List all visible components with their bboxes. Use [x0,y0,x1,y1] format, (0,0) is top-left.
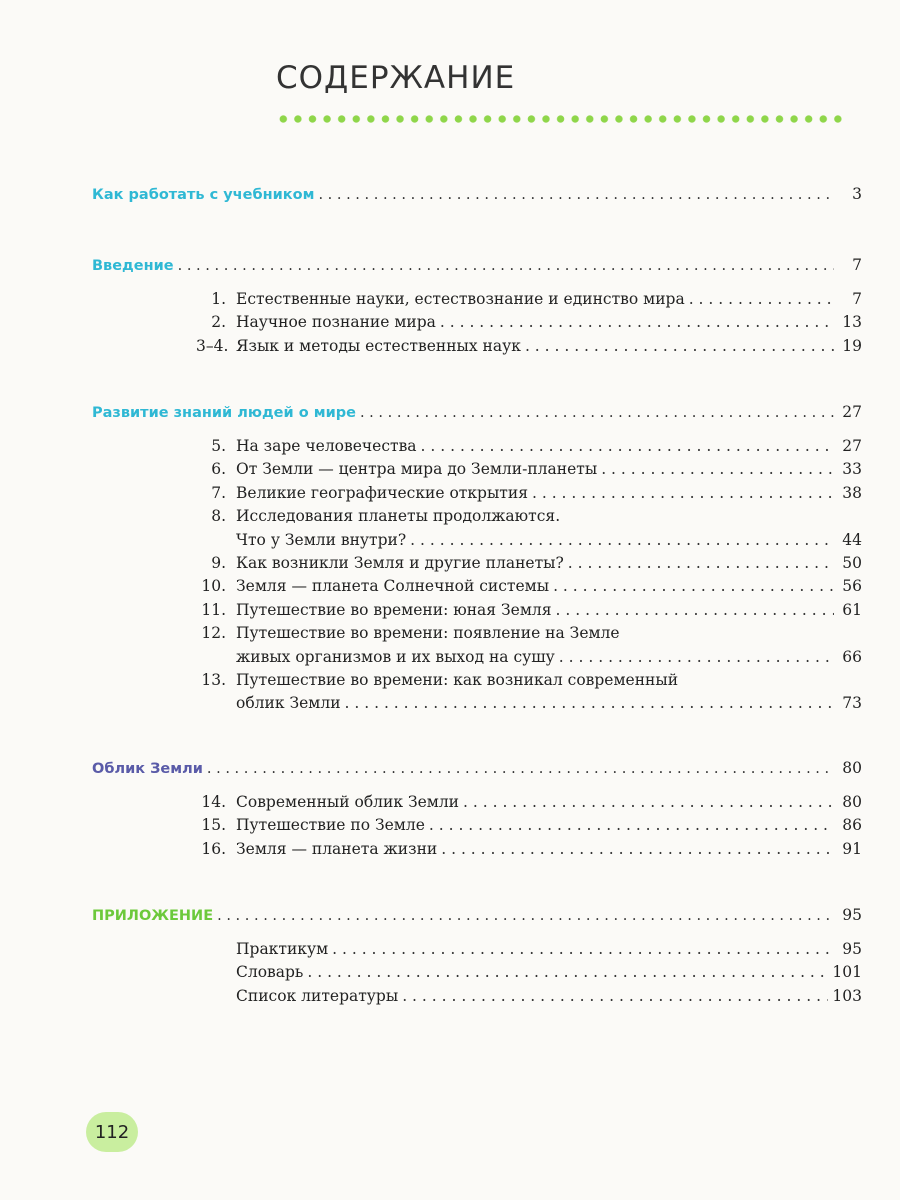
item-page-number: 27 [842,437,862,455]
item-number: 12. [201,624,226,643]
toc-section-how-to[interactable] [92,184,862,206]
item-page-number: 73 [842,694,862,713]
item-number: 11. [201,600,226,619]
section-page-number: 3 [852,185,862,203]
item-page-number: 86 [842,816,862,835]
item-number: 9. [211,554,226,572]
item-title: Как возникли Земля и другие планеты? [236,554,564,572]
toc-item[interactable] [196,553,862,574]
page-number-badge: 112 [86,1112,138,1152]
item-title: Земля — планета Солнечной системы [236,577,550,596]
item-number: 10. [201,577,226,596]
dot-leader [207,759,834,780]
dot-leader [556,600,834,621]
section-title: Как работать с учебником [92,187,315,203]
toc-item[interactable] [196,986,862,1007]
toc-item-line [201,670,679,691]
toc-item[interactable] [196,530,862,551]
item-page-number: 33 [842,460,862,479]
item-title: Путешествие во времени: юная Земля [236,600,552,619]
item-title: Современный облик Земли [236,793,460,811]
dot-leader [440,312,834,333]
toc-item-line [201,623,620,644]
section-title: Облик Земли [92,761,203,777]
item-page-number: 80 [842,793,862,811]
dot-leader [307,962,828,983]
item-page-number: 103 [832,986,862,1005]
item-title: Путешествие во времени: появление на Земле [236,624,620,643]
item-page-number: 91 [842,839,862,858]
item-title: Практикум [236,940,329,958]
dot-leader [360,403,834,424]
dot-leader [345,693,834,714]
toc-item[interactable] [196,693,862,714]
section-title: Введение [92,258,174,274]
toc-item[interactable] [196,336,862,357]
item-title: Язык и методы естественных наук [236,336,521,355]
item-number: 6. [211,460,226,479]
item-title: живых организмов и их выход на сушу [236,647,555,666]
toc-item[interactable] [196,312,862,333]
toc-item[interactable] [196,289,862,310]
item-title: От Земли — центра мира до Земли-планеты [236,460,598,479]
page-title: СОДЕРЖАНИЕ [276,60,516,96]
item-number: 15. [201,816,226,835]
toc-item[interactable] [196,600,862,621]
toc-section-intro[interactable] [92,255,862,277]
toc-item[interactable] [196,792,862,813]
item-title: Путешествие по Земле [236,816,425,835]
dot-leader [178,256,834,277]
item-number: 16. [201,839,226,858]
dot-leader [525,336,834,357]
toc-item[interactable] [196,815,862,836]
item-title: Список литературы [236,986,399,1005]
item-page-number: 7 [852,290,862,308]
dot-leader [421,436,834,457]
section-page-number: 80 [842,759,862,777]
item-number: 8. [211,507,226,526]
item-page-number: 101 [832,963,862,982]
toc-item[interactable] [196,436,862,457]
item-page-number: 44 [842,530,862,549]
item-title: Словарь [236,963,304,982]
item-page-number: 95 [842,940,862,958]
dot-leader [532,483,834,504]
item-title: Исследования планеты продолжаются. [236,507,561,526]
item-title: Естественные науки, естествознание и единство мира [236,290,685,308]
item-title: На заре человечества [236,437,417,455]
section-page-number: 7 [852,256,862,274]
dot-leader [318,185,834,206]
toc-section-appendix[interactable] [92,905,862,927]
item-title: Путешествие во времени: как возникал современный [236,671,679,689]
item-page-number: 50 [842,554,862,572]
item-title: Земля — планета жизни [236,839,438,858]
item-number: 1. [211,290,226,308]
dot-leader [568,553,834,574]
item-number: 5. [211,437,226,455]
dot-leader [463,792,834,813]
item-page-number: 38 [842,483,862,502]
dot-leader [689,289,834,310]
item-page-number: 56 [842,577,862,596]
item-number: 7. [211,483,226,502]
item-number: 14. [201,793,226,811]
toc-item[interactable] [196,962,862,983]
item-title: Научное познание мира [236,313,436,332]
dot-leader [601,459,834,480]
dot-leader [429,815,834,836]
toc-item[interactable] [196,483,862,504]
item-page-number: 19 [842,336,862,355]
item-number: 13. [201,671,226,689]
item-title: Что у Земли внутри? [236,530,407,549]
section-page-number: 95 [842,906,862,924]
item-number: 2. [211,313,226,332]
section-title: ПРИЛОЖЕНИЕ [92,908,214,924]
toc-item-line [211,506,561,527]
item-number: 3–4. [196,336,229,355]
toc-item[interactable] [196,459,862,480]
section-page-number: 27 [842,403,862,421]
item-title: облик Земли [236,694,341,713]
dot-leader [553,576,834,597]
toc-item[interactable] [196,839,862,860]
dot-leader [332,939,834,960]
toc-item[interactable] [196,647,862,668]
dot-leader [402,986,828,1007]
dot-leader [217,906,834,927]
item-page-number: 61 [842,600,862,619]
dot-leader [441,839,834,860]
toc-item[interactable] [196,576,862,597]
section-title: Развитие знаний людей о мире [92,405,356,421]
item-title: Великие географические открытия [236,483,528,502]
dot-leader [559,647,834,668]
item-page-number: 13 [842,313,862,332]
toc-section-development[interactable] [92,402,862,424]
toc-item[interactable] [196,939,862,960]
dot-leader [410,530,834,551]
item-page-number: 66 [842,647,862,666]
toc-section-earth[interactable] [92,758,862,780]
